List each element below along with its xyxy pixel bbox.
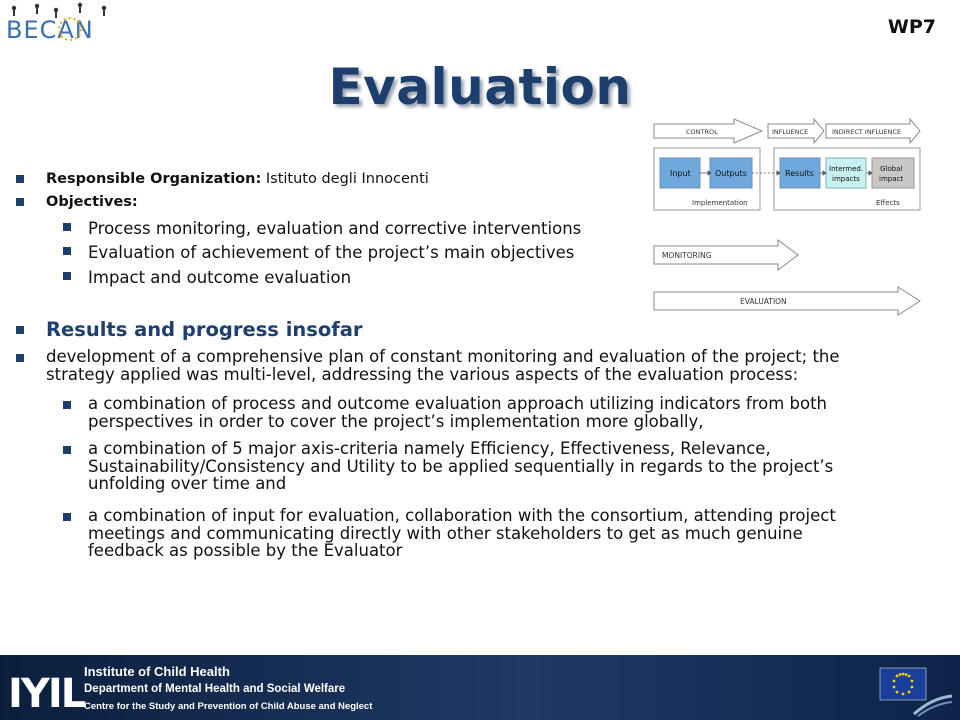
intermed-label-1: Intermed. [829, 165, 864, 173]
fp7-logo-icon [912, 692, 956, 718]
footer-department: Department of Mental Health and Social Welfare [84, 683, 346, 695]
bullet-icon [16, 198, 24, 206]
bullet-icon [16, 326, 24, 334]
responsible-line [46, 171, 429, 187]
responsible-value: Istituto degli Innocenti [265, 171, 429, 187]
intermed-label-2: impacts [832, 175, 860, 183]
intermed-impacts-block [826, 158, 866, 188]
result-sub-item [88, 507, 948, 560]
bullet-icon [63, 401, 71, 409]
page-title: Evaluation [328, 58, 632, 116]
evaluation-framework-diagram [648, 118, 928, 318]
control-label: CONTROL [686, 128, 718, 136]
ich-logo-text: IYIL [8, 671, 85, 717]
bullet-icon [63, 446, 71, 454]
intro-line: strategy applied was multi-level, addressing the various aspects of the evaluation process: [46, 364, 799, 384]
results-heading: Results and progress insofar [46, 318, 363, 341]
input-label: Input [670, 169, 691, 178]
evaluation-label: EVALUATION [740, 297, 787, 306]
bullet-icon [63, 272, 71, 280]
responsible-label: Responsible Organization: [46, 171, 262, 187]
objective-item: Impact and outcome evaluation [88, 268, 352, 287]
indirect-influence-label: INDIRECT INFLUENCE [832, 128, 902, 136]
objective-item: Evaluation of achievement of the project’s main objectives [88, 243, 575, 262]
bullet-icon [63, 247, 71, 255]
sub-line: a combination of 5 major axis-criteria namely Efficiency, Effectiveness, Relevance, [88, 439, 771, 458]
evaluation-arrow [654, 287, 920, 315]
results-intro [46, 348, 946, 383]
effects-label: Effects [876, 199, 900, 207]
work-package-label: WP7 [887, 16, 936, 38]
global-impact-block [872, 158, 914, 188]
bullet-icon [63, 223, 71, 231]
global-label-1: Global [880, 165, 903, 173]
result-sub-item [88, 440, 948, 493]
becan-logo [4, 2, 144, 48]
implementation-label: Implementation [692, 199, 748, 207]
footer-centre: Centre for the Study and Prevention of Child Abuse and Neglect [84, 701, 373, 712]
bullet-icon [16, 175, 24, 183]
sub-line: perspectives in order to cover the project’s implementation more globally, [88, 411, 704, 431]
monitoring-label: MONITORING [662, 251, 712, 260]
sub-line: Sustainability/Consistency and Utility to be applied sequentially in regards to the project’s [88, 456, 834, 476]
sub-line: feedback as possible by the Evaluator [88, 541, 403, 560]
logo-text: BECAN [6, 16, 94, 44]
outputs-label: Outputs [715, 169, 747, 178]
result-sub-item [88, 395, 948, 430]
objective-item: Process monitoring, evaluation and corrective interventions [88, 219, 582, 238]
intro-line: development of a comprehensive plan of constant monitoring and evaluation of the project; the [46, 347, 840, 366]
results-label: Results [785, 169, 814, 178]
sub-line: a combination of process and outcome evaluation approach utilizing indicators from both [88, 394, 828, 413]
objectives-label: Objectives: [46, 194, 138, 210]
ich-logo [6, 661, 85, 717]
influence-label: INFLUENCE [772, 128, 809, 136]
bullet-icon [16, 354, 24, 362]
bullet-icon [63, 513, 71, 521]
sub-line: unfolding over time and [88, 474, 287, 493]
global-label-2: impact [879, 175, 904, 183]
footer-institute: Institute of Child Health [84, 664, 230, 679]
sub-line: meetings and communicating directly with other stakeholders to get as much genuine [88, 523, 803, 543]
sub-line: a combination of input for evaluation, collaboration with the consortium, attending project [88, 506, 836, 525]
